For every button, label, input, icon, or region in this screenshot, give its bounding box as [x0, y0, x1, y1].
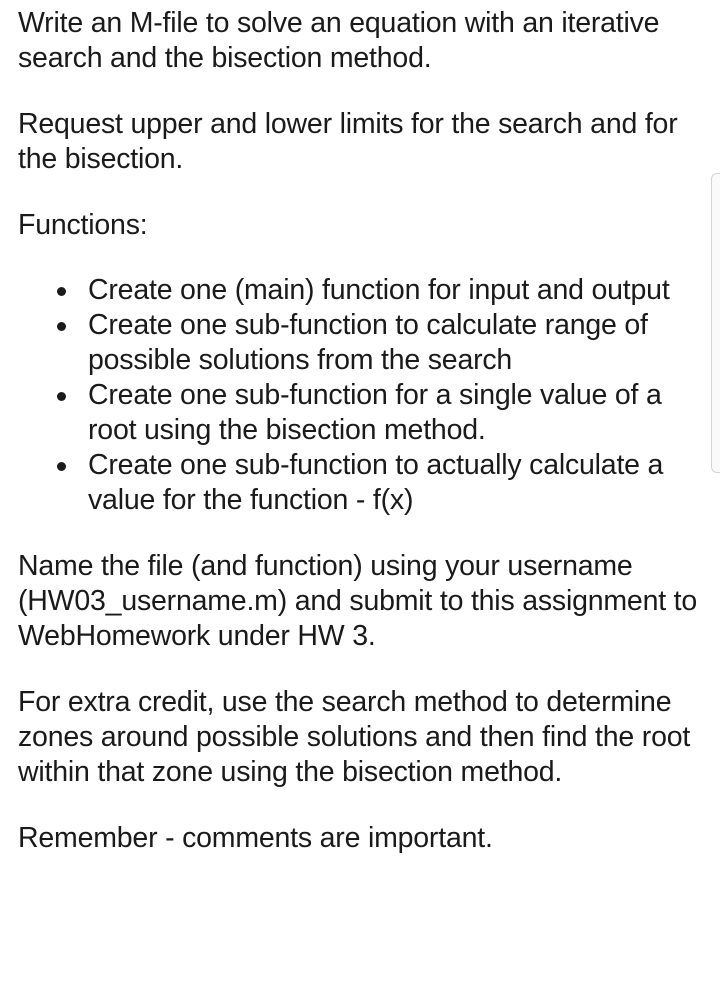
list-item: [88, 273, 708, 308]
extra-credit-paragraph: For extra credit, use the search method to determine zones around possible solutions and then find the root within that zone using the bisection method.: [18, 686, 691, 788]
list-item-text: Create one (main) function for input and output: [88, 274, 670, 306]
bullet-icon: [57, 462, 66, 471]
list-item: [88, 448, 708, 518]
assignment-document: [18, 6, 708, 887]
bullet-icon: [57, 392, 66, 401]
intro-paragraph: Write an M-file to solve an equation with an iterative search and the bisection method.: [18, 7, 660, 74]
list-item-text: Create one sub-function for a single value of a root using the bisection method.: [88, 379, 662, 446]
limits-paragraph: Request upper and lower limits for the search and for the bisection.: [18, 108, 678, 175]
naming-paragraph: Name the file (and function) using your username (HW03_username.m) and submit to this assignment to WebHomework under HW 3.: [18, 550, 698, 652]
bullet-icon: [57, 322, 66, 331]
reminder-paragraph: Remember - comments are important.: [18, 822, 493, 854]
scrollbar[interactable]: [711, 173, 720, 473]
list-item-text: Create one sub-function to actually calculate a value for the function - f(x): [88, 449, 664, 516]
bullet-icon: [57, 287, 66, 296]
functions-heading: Functions:: [18, 209, 148, 241]
functions-list: [18, 273, 708, 518]
list-item-text: Create one sub-function to calculate range of possible solutions from the search: [88, 309, 648, 376]
list-item: [88, 308, 708, 378]
list-item: [88, 378, 708, 448]
